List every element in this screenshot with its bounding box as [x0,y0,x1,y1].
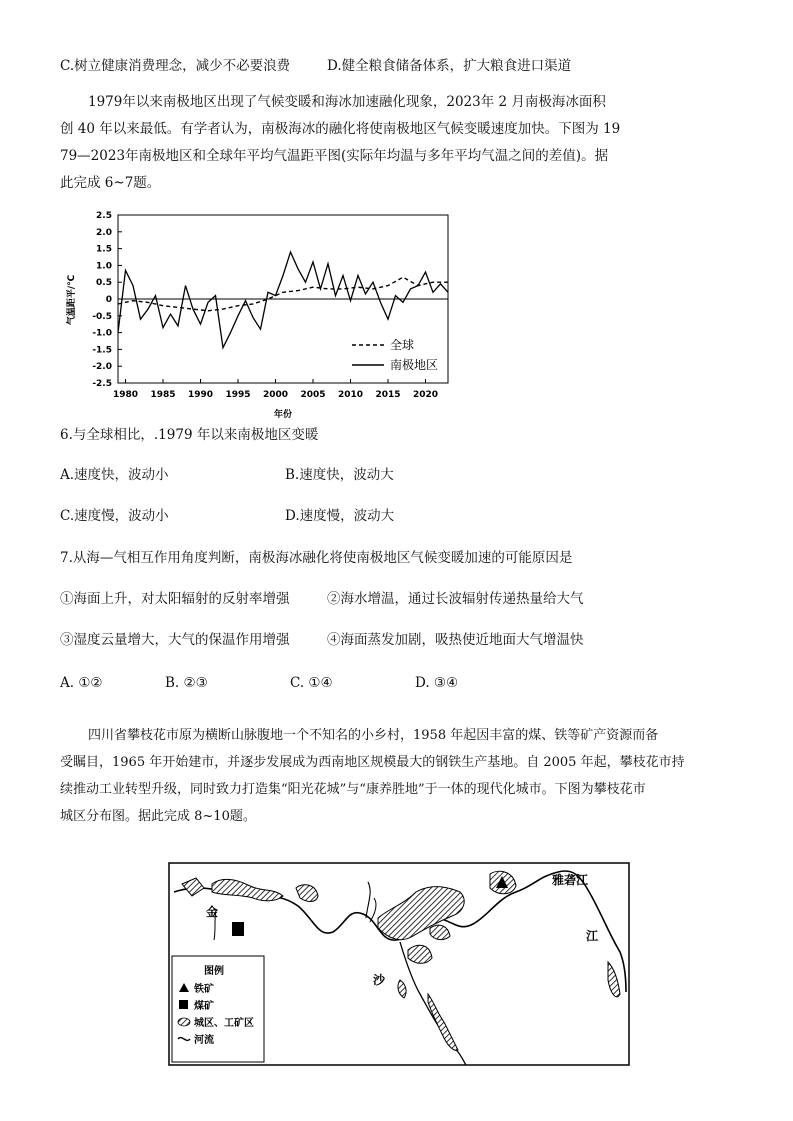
x-tick-label: 2020 [412,390,439,400]
q6-option-b: B.速度快，波动大 [285,467,394,483]
passage1-line2: 创 40 年以来最低。有学者认为，南极海冰的融化将使南极地区气候变暖速度加快。下图为 19 [60,121,621,137]
passage2-line3: 续推动工业转型升级，同时致力打造集“阳光花城”与“康养胜地”于一体的现代化城市。下图为攀枝花市 [60,782,646,797]
y-tick-label: -0.5 [92,311,112,322]
label-sha: 沙 [373,973,386,987]
q7-statement-3: ③湿度云量增大，大气的保温作用增强 [60,632,290,648]
chart-legend [352,337,438,372]
legend-urban: 城区、工矿区 [194,1018,254,1029]
y-tick-label: 0 [105,295,112,305]
y-tick-label: -1.0 [92,328,112,339]
passage1-line1: 1979年以来南极地区出现了气候变暖和海冰加速融化现象，2023年 2 月南极海冰面积 [88,94,606,110]
y-tick-label: 1.0 [96,261,112,272]
label-jiang: 江 [586,929,599,943]
x-tick-label: 1995 [225,390,251,400]
legend-coal-icon [179,1000,188,1009]
q7-statement-1: ①海面上升，对太阳辐射的反射率增强 [60,591,290,607]
coal-mine-icon [232,922,244,936]
y-tick-label: -2.0 [92,362,112,373]
legend-urban-icon [178,1018,190,1026]
series-line-antarctic [118,252,448,348]
map-legend [172,956,264,1062]
legend-global: 全球 [390,338,415,352]
q7-stem: 7.从海—气相互作用角度判断，南极海冰融化将使南极地区气候变暖加速的可能原因是 [60,550,573,566]
x-tick-label: 2010 [337,390,364,400]
y-tick-label: -2.5 [92,379,112,389]
q7-option-d: D. ③④ [415,675,459,691]
q6-option-a: A.速度快，波动小 [60,467,169,483]
q5-option-d: D.健全粮食储备体系，扩大粮食进口渠道 [327,58,572,74]
q6-option-d: D.速度慢，波动大 [285,508,395,524]
y-tick-label: 1.5 [96,244,112,255]
y-tick-label: -1.5 [92,345,112,356]
q7-option-a: A. ①② [60,675,103,691]
x-tick-label: 1985 [150,390,176,400]
y-tick-label: 0.5 [96,278,112,289]
passage2-line2: 受瞩目，1965 年开始建市，并逐步发展成为西南地区规模最大的钢铁生产基地。自 2005 年起，攀枝花市持 [60,755,685,770]
y-tick-label: 2.0 [96,227,112,238]
legend-river: 河流 [194,1035,214,1046]
q7-option-c: C. ①④ [290,675,333,691]
y-tick-label: 2.5 [96,211,112,221]
passage1-line3: 79—2023年南极地区和全球年平均气温距平图(实际年均温与多年平均气温之间的差值)。据 [60,148,609,164]
passage2-line4: 城区分布图。据此完成 8~10题。 [60,809,256,824]
x-tick-label: 2000 [262,390,289,400]
passage2-line1: 四川省攀枝花市原为横断山脉腹地一个不知名的小乡村，1958 年起因丰富的煤、铁等矿产资源而备 [88,728,659,743]
x-tick-label: 2005 [300,390,326,400]
passage1-line4: 此完成 6~7题。 [60,175,161,191]
temperature-anomaly-chart [60,205,460,425]
q7-statement-2: ②海水增温，通过长波辐射传递热量给大气 [327,591,584,607]
label-yalong-river: 雅砻江 [552,873,589,887]
x-tick-label: 1980 [112,390,139,400]
x-axis-label: 年份 [273,410,293,420]
q7-option-b: B. ②③ [165,675,208,691]
legend-title: 图例 [204,966,224,977]
y-axis-label: 气温距平/℃ [67,274,77,326]
legend-iron: 铁矿 [194,984,214,995]
x-tick-label: 2015 [375,390,401,400]
legend-antarctic: 南极地区 [390,358,439,372]
q5-option-c: C.树立健康消费理念，减少不必要浪费 [60,58,291,74]
label-jin: 金 [206,905,219,919]
legend-coal: 煤矿 [194,1001,214,1012]
panzhihua-city-map [168,862,630,1066]
q6-stem: 6.与全球相比，.1979 年以来南极地区变暖 [60,427,319,443]
series-line-global [118,277,448,311]
x-tick-label: 1990 [187,390,214,400]
q6-option-c: C.速度慢，波动小 [60,508,169,524]
q7-statement-4: ④海面蒸发加剧，吸热使近地面大气增温快 [327,632,584,648]
